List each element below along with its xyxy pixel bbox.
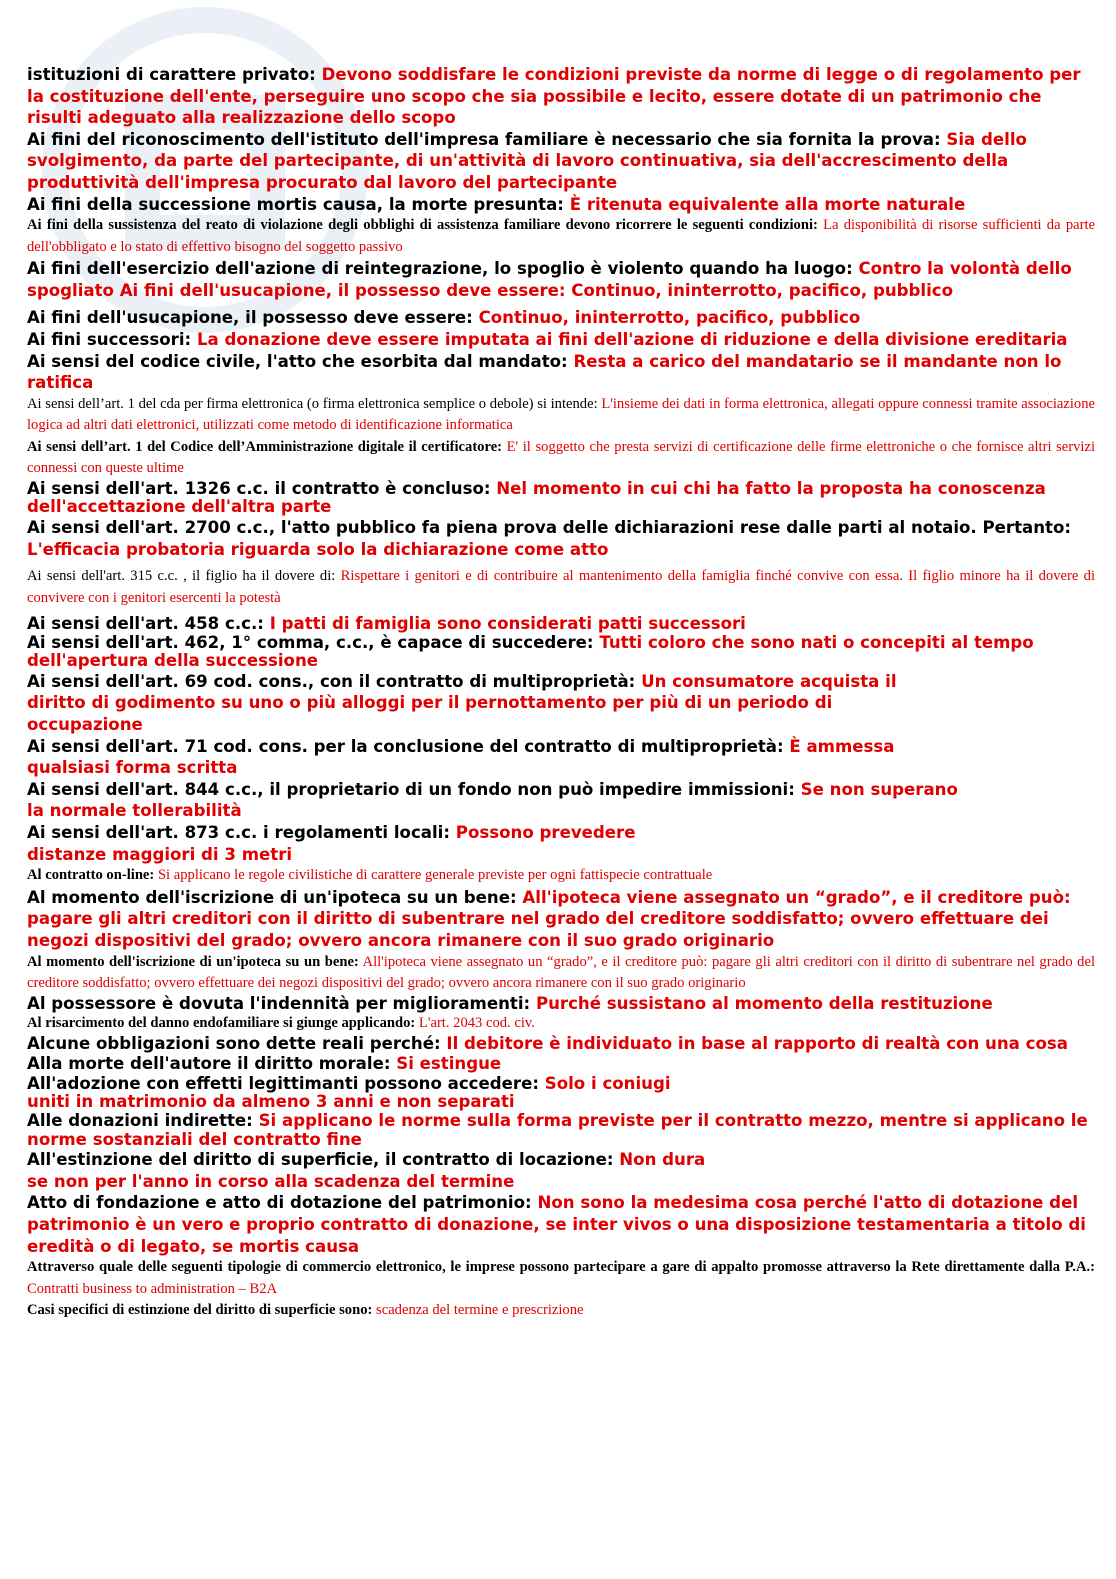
question: Ai sensi dell'art. 458 c.c.: <box>27 614 264 634</box>
answer-line-2: uniti in matrimonio da almeno 3 anni e non separati <box>27 1092 515 1112</box>
answer-line-2: distanze maggiori di 3 metri <box>27 844 293 864</box>
question: Al momento dell'iscrizione di un'ipoteca su un bene: <box>27 887 517 907</box>
answer: Rispettare i genitori e di contribuire al mantenimento della famiglia finché convive con essa. Il figlio minore ha il dovere di convivere con i genitori esercenti la potestà <box>27 568 1095 606</box>
answer: Se non superano <box>800 779 958 799</box>
question: Al risarcimento del danno endofamiliare si giunge applicando: <box>27 1015 416 1032</box>
answer-line-2: qualsiasi forma scritta <box>27 758 238 778</box>
entry-12 <box>27 517 1095 560</box>
answer: La donazione deve essere imputata ai fini dell'azione di riduzione e della divisione ereditaria <box>196 329 1068 349</box>
question: Ai sensi dell’art. 1 del cda per firma elettronica (o firma elettronica semplice o debole) si intende: <box>27 395 598 412</box>
answer: Purché sussistano al momento della restituzione <box>535 993 993 1013</box>
answer: Nel momento in cui chi ha fatto la proposta ha conoscenza dell'accettazione dell'altra parte <box>27 478 1046 517</box>
entry-08 <box>27 351 1095 394</box>
entry-19 <box>27 822 1095 865</box>
question: All'adozione con effetti legittimanti possono accedere: <box>27 1073 539 1093</box>
answer: Il debitore è individuato in base al rapporto di realtà con una cosa <box>446 1033 1068 1053</box>
answer: Contratti business to administration – B2A <box>27 1280 278 1297</box>
entry-07 <box>27 329 1095 351</box>
answer: Sia dello svolgimento, da parte del partecipante, di un'attività di lavoro continuativa, sia dell'accrescimento della produttività dell'impresa procurato dal lavoro del partecipante <box>27 129 1027 192</box>
answer-line-2: la normale tollerabilità <box>27 801 242 821</box>
answer: Devono soddisfare le condizioni previste da norme di legge o di regolamento per la costituzione dell'ente, perseguire uno scopo che sia possibile e lecito, essere dotate di un patrimonio che risulti adeguato alla realizzazione dello scopo <box>27 65 1081 128</box>
answer: All'ipoteca viene assegnato un “grado”, e il creditore può: pagare gli altri creditori con il diritto di subentrare nel grado del creditore soddisfatto; ovvero effettuare dei negozi dispositivi del grado; ovvero ancora rimanere con il suo grado originario <box>27 953 1096 991</box>
question: istituzioni di carattere privato: <box>27 65 316 84</box>
entry-31 <box>27 1257 1095 1300</box>
question: Ai sensi dell'art. 71 cod. cons. per la conclusione del contratto di multiproprietà: <box>27 736 784 756</box>
answer: L'insieme dei dati in forma elettronica, allegati oppure connessi tramite associazione logica ad altri dati elettronici, utilizzati come metodo di identificazione informatica <box>27 395 1095 434</box>
entry-22 <box>27 952 1095 995</box>
answer: I patti di famiglia sono considerati patti successori <box>269 614 746 634</box>
question: Ai sensi dell'art. 873 c.c. i regolamenti locali: <box>27 823 451 843</box>
entry-06 <box>27 307 1095 329</box>
entry-15 <box>27 634 1095 671</box>
question: Ai sensi dell'art. 844 c.c., il proprietario di un fondo non può impedire immissioni: <box>27 779 795 799</box>
question: Ai fini del riconoscimento dell'istituto dell'impresa familiare è necessario che sia fornita la prova: <box>27 129 941 149</box>
answer: Resta a carico del mandatario se il mandante non lo ratifica <box>27 351 1062 393</box>
entry-26 <box>27 1053 1095 1075</box>
answer: Un consumatore acquista il <box>641 671 897 691</box>
answer: scadenza del termine e prescrizione <box>376 1302 584 1319</box>
answer: Solo i coniugi <box>544 1073 671 1093</box>
answer: L'efficacia probatoria riguarda solo la dichiarazione come atto <box>27 539 609 559</box>
answer-line-2: diritto di godimento su uno o più alloggi per il pernottamento per più di un periodo di <box>27 693 833 713</box>
entry-13 <box>27 566 1095 609</box>
question: Alle donazioni indirette: <box>27 1110 253 1130</box>
entry-21 <box>27 887 1095 952</box>
question: Atto di fondazione e atto di dotazione del patrimonio: <box>27 1193 532 1213</box>
answer: Non dura <box>619 1150 706 1170</box>
answer: È ritenuta equivalente alla morte naturale <box>569 194 966 214</box>
question: Ai sensi dell'art. 69 cod. cons., con il contratto di multiproprietà: <box>27 671 636 691</box>
question: Ai sensi dell'art. 315 c.c. , il figlio ha il dovere di: <box>27 568 336 585</box>
question: Ai sensi dell'art. 1326 c.c. il contratto è concluso: <box>27 478 491 498</box>
question: Ai fini successori: <box>27 329 192 349</box>
question: All'estinzione del diritto di superficie, il contratto di locazione: <box>27 1150 614 1170</box>
entry-04 <box>27 215 1095 258</box>
answer: Si applicano le regole civilistiche di carattere generale previste per ogni fattispecie contrattuale <box>157 867 713 884</box>
question: Ai fini della successione mortis causa, la morte presunta: <box>27 194 564 214</box>
answer: Continuo, ininterrotto, pacifico, pubblico <box>478 308 861 328</box>
answer-line-3: occupazione <box>27 715 143 735</box>
entry-27 <box>27 1075 1095 1112</box>
question: Al contratto on-line: <box>27 867 155 884</box>
question: Ai sensi dell'art. 462, 1° comma, c.c., è capace di succedere: <box>27 632 594 652</box>
entry-32 <box>27 1300 1095 1322</box>
answer: Contro la volontà dello spogliato Ai fini dell'usucapione, il possesso deve essere: Continuo, ininterrotto, pacifico, pubblico <box>27 259 1072 300</box>
entry-25 <box>27 1035 1095 1054</box>
answer: All'ipoteca viene assegnato un “grado”, e il creditore può: pagare gli altri creditori con il diritto di subentrare nel grado del creditore soddisfatto; ovvero effettuare dei negozi dispositivi del grado; ovvero ancora rimanere con il suo grado originario <box>27 887 1071 950</box>
question: Alla morte dell'autore il diritto morale: <box>27 1054 391 1074</box>
question: Ai fini dell'esercizio dell'azione di reintegrazione, lo spoglio è violento quando ha luogo: <box>27 259 853 279</box>
question: Al possessore è dovuta l'indennità per miglioramenti: <box>27 993 531 1013</box>
entry-16 <box>27 671 1095 736</box>
question: Casi specifici di estinzione del diritto di superficie sono: <box>27 1302 373 1319</box>
entry-18 <box>27 779 1095 822</box>
answer: L'art. 2043 cod. civ. <box>418 1015 535 1032</box>
answer: Si applicano le norme sulla forma previste per il contratto mezzo, mentre si applicano le norme sostanziali del contratto fine <box>27 1110 1088 1149</box>
question: Ai fini della sussistenza del reato di violazione degli obblighi di assistenza familiare devono ricorrere le seguenti condizioni: <box>27 217 818 234</box>
question: Ai sensi del codice civile, l'atto che esorbita dal mandato: <box>27 351 568 371</box>
question: Alcune obbligazioni sono dette reali perché: <box>27 1033 441 1053</box>
question: Al momento dell'iscrizione di un'ipoteca su un bene: <box>27 953 359 970</box>
entry-17 <box>27 736 1095 779</box>
entry-20 <box>27 865 1095 887</box>
entry-02 <box>27 129 1095 194</box>
entry-14 <box>27 615 1095 634</box>
answer: È ammessa <box>789 736 895 756</box>
question: Attraverso quale delle seguenti tipologie di commercio elettronico, le imprese possono partecipare a gare di appalto promosse attraverso la Rete direttamente dalla P.A.: <box>27 1259 1095 1276</box>
answer: Possono prevedere <box>455 823 636 843</box>
entry-05 <box>27 258 1095 301</box>
entry-29 <box>27 1149 1095 1192</box>
entry-10 <box>27 437 1095 480</box>
question: Ai sensi dell'art. 2700 c.c., l'atto pubblico fa piena prova delle dichiarazioni rese dalle parti al notaio. Pertanto: <box>27 517 1072 537</box>
entry-09 <box>27 394 1095 437</box>
entry-28 <box>27 1112 1095 1149</box>
document-body <box>27 64 1095 1322</box>
answer: Si estingue <box>396 1054 502 1074</box>
entry-01 <box>27 64 1095 129</box>
entry-23 <box>27 995 1095 1014</box>
entry-24 <box>27 1013 1095 1035</box>
question: Ai fini dell'usucapione, il possesso deve essere: <box>27 308 473 328</box>
question: Ai sensi dell’art. 1 del Codice dell’Amministrazione digitale il certificatore: <box>27 438 503 455</box>
entry-30 <box>27 1192 1095 1257</box>
entry-11 <box>27 480 1095 517</box>
answer: Non sono la medesima cosa perché l'atto di dotazione del patrimonio è un vero e proprio contratto di donazione, se inter vivos o una disposizione testamentaria a titolo di eredità o di legato, se mortis causa <box>27 1193 1086 1256</box>
answer-line-2: se non per l'anno in corso alla scadenza del termine <box>27 1171 515 1191</box>
entry-03 <box>27 194 1095 216</box>
answer: E' il soggetto che presta servizi di certificazione delle firme elettroniche o che fornisce altri servizi connessi con queste ultime <box>27 438 1095 477</box>
answer: Tutti coloro che sono nati o concepiti al tempo dell'apertura della successione <box>27 632 1034 671</box>
answer: La disponibilità di risorse sufficienti da parte dell'obbligato e lo stato di effettivo bisogno del soggetto passivo <box>27 217 1095 255</box>
